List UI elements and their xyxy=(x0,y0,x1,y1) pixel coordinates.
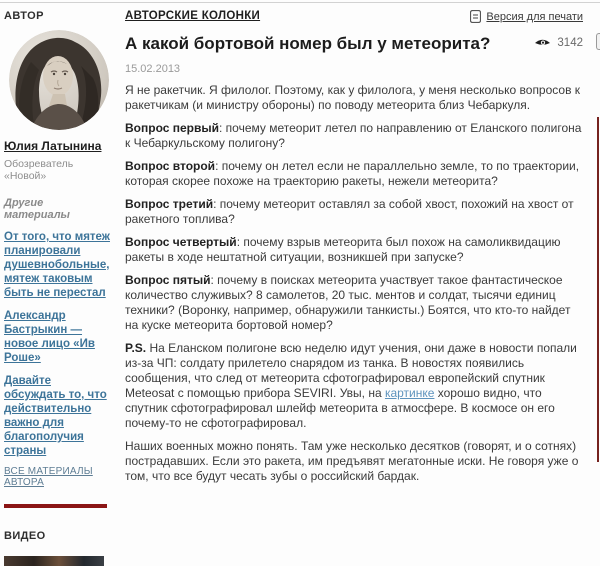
publication-date: 15.02.2013 xyxy=(125,63,181,75)
print-version-label: Версия для печати xyxy=(486,10,583,23)
author-avatar xyxy=(9,30,109,130)
author-role: Обозреватель «Новой» xyxy=(4,158,74,182)
paragraph-text: Наших военных можно понять. Там уже несколько десятков (говорят, и о сотнях) пострадавших. Если это ракета, им предъявят мегатонные иски. Не говоря уже о том, что все будут чесать зубы о российский бардак. xyxy=(125,439,579,483)
paragraph-text: : почему взрыв метеорита был похож на самоликвидацию ракеты в ходе нештатной ситуации, возникшей при запуске? xyxy=(125,235,561,264)
rubric-link[interactable]: АВТОРСКИЕ КОЛОНКИ xyxy=(125,10,261,22)
views-counter xyxy=(534,37,583,49)
cutoff-widget-edge xyxy=(596,33,600,50)
eye-icon xyxy=(534,38,551,48)
paragraph-lead: P.S. xyxy=(125,341,147,355)
article-title: А какой бортовой номер был у метеорита? xyxy=(125,34,491,53)
paragraph-question-3 xyxy=(125,197,583,227)
paragraph-question-4 xyxy=(125,235,583,265)
sidebar-article-link-2[interactable]: Александр Бастрыкин — новое лицо «Ив Роше» xyxy=(4,310,95,364)
paragraph-question-2 xyxy=(125,159,583,189)
paragraph-question-5 xyxy=(125,273,583,333)
sidebar-article-link-1[interactable]: От того, что мятеж планировали душевнобольные, мятеж таковым быть не перестал xyxy=(4,231,110,299)
paragraph-postscript xyxy=(125,341,583,431)
author-name-link[interactable]: Юлия Латынина xyxy=(4,139,102,153)
picture-inline-link[interactable]: картинке xyxy=(384,386,435,400)
paragraph-text: : почему метеорит летел по направлению от Еланского полигона к Чебаркульскому полигону? xyxy=(125,121,582,150)
paragraph-intro xyxy=(125,83,583,113)
cutoff-column-border xyxy=(597,117,599,462)
other-materials-label: Другие материалы xyxy=(4,197,70,221)
video-section-heading: ВИДЕО xyxy=(4,530,46,542)
video-thumbnail[interactable] xyxy=(4,556,104,566)
top-divider xyxy=(0,2,600,3)
paragraph-lead: Вопрос четвертый xyxy=(125,235,237,249)
print-page-icon xyxy=(470,10,481,23)
paragraph-text: хорошо видно, что спутник сфотографировал шлейф метеорита в атмосфере. В космосе он его почему-то не сфотографировал. xyxy=(125,386,555,430)
author-portrait-image xyxy=(9,30,109,130)
paragraph-lead: Вопрос пятый xyxy=(125,273,211,287)
paragraph-question-1 xyxy=(125,121,583,151)
red-section-divider xyxy=(4,504,107,508)
all-author-materials-link[interactable]: ВСЕ МАТЕРИАЛЫ АВТОРА xyxy=(4,466,93,488)
sidebar-article-link-3[interactable]: Давайте обсуждать то, что действительно важно для благополучия страны xyxy=(4,375,107,457)
print-version-link[interactable] xyxy=(470,10,583,23)
paragraph-text: : почему в поисках метеорита участвует такое фантастическое количество служивых? 8 самолетов, 20 тыс. ментов и солдат, тысячи единиц техники? (Воронку, например, обнаружили танкисты.) Боятся, что кто-то найдет на куске метеорита бортовой номер? xyxy=(125,273,571,332)
paragraph-lead: Вопрос третий xyxy=(125,197,214,211)
paragraph-text: : почему метеорит оставлял за собой хвост, похожий на хвост от ракетного топлива? xyxy=(125,197,574,226)
paragraph-text: Я не ракетчик. Я филолог. Поэтому, как у филолога, у меня несколько вопросов к ракетчикам (и министру обороны) по поводу метеорита близ Чебаркуля. xyxy=(125,83,581,112)
paragraph-lead: Вопрос первый xyxy=(125,121,220,135)
paragraph-text: На Еланском полигоне всю неделю идут учения, они даже в новости попали из-за ЧП: солдату прилетело снарядом из танка. В новостях появились сообщения, что след от метеорита сфотографировал европейский спутник Meteosat с помощью прибора SEVIRI. Увы, на xyxy=(125,341,577,400)
author-section-heading: АВТОР xyxy=(4,10,44,22)
article-main-column xyxy=(125,10,583,484)
paragraph-text: : почему он летел если не параллельно земле, то по траектории, которая скорее похоже на траекторию ракеты, нежели метеорита? xyxy=(125,159,580,188)
views-count: 3142 xyxy=(557,37,583,49)
paragraph-lead: Вопрос второй xyxy=(125,159,216,173)
author-sidebar xyxy=(4,10,112,566)
article-body xyxy=(125,83,583,484)
